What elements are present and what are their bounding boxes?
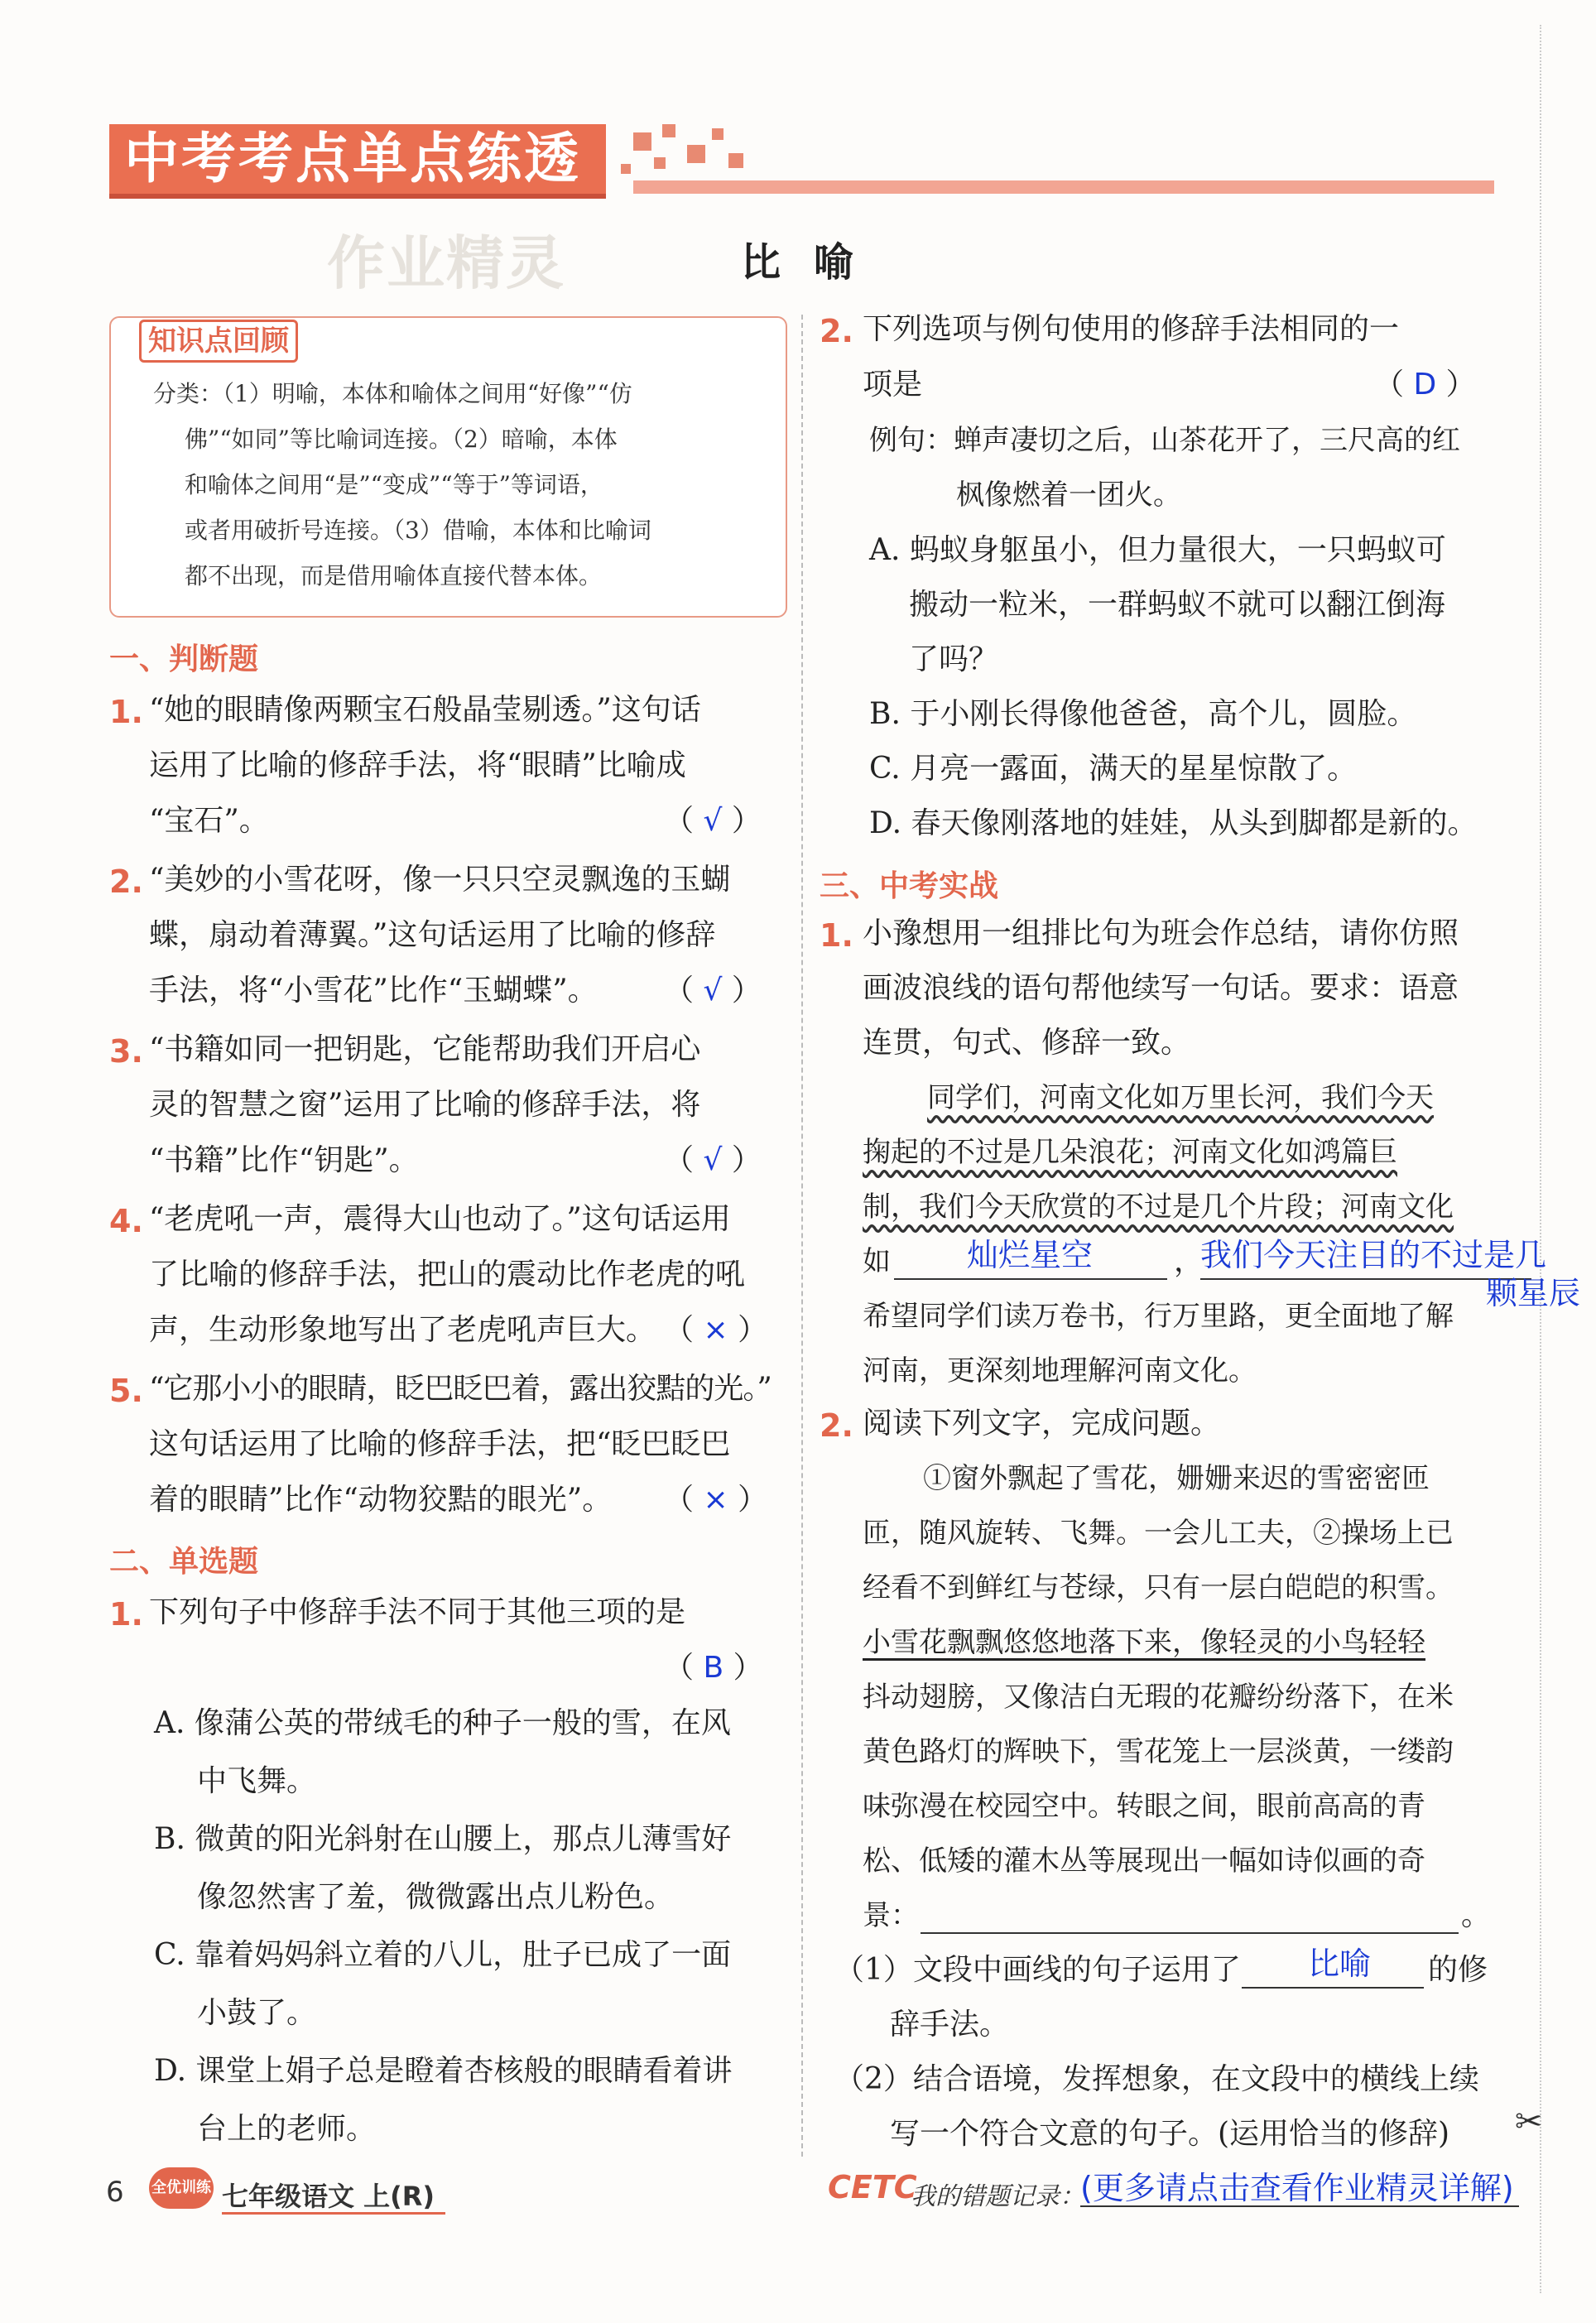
option-d: D. 春天像刚落地的娃娃，从头到脚都是新的。 xyxy=(869,806,1478,840)
question-text: “书籍如同一把钥匙，它能帮助我们开启心 xyxy=(149,1032,701,1066)
more-details-link[interactable]: (更多请点击查看作业精灵详解) xyxy=(1080,2170,1514,2206)
section-title-practice: 三、中考实战 xyxy=(820,869,999,903)
question-text: 灵的智慧之窗”运用了比喻的修辞手法，将 xyxy=(149,1088,701,1122)
passage-underlined: 抖动翅膀，又像洁白无瑕的花瓣纷纷落下，在米 xyxy=(863,1681,1454,1714)
decor-square xyxy=(728,153,743,168)
subquestion-text: （2）结合语境，发挥想象，在文段中的横线上续 xyxy=(834,2062,1479,2096)
question-number: 3. xyxy=(109,1033,143,1070)
answer-blank xyxy=(894,1278,1167,1280)
question-text: “老虎吼一声，震得大山也动了。”这句话运用 xyxy=(149,1202,731,1236)
answer-blank xyxy=(921,1932,1459,1934)
passage-text: 。 xyxy=(1461,1898,1492,1932)
passage-text: 希望同学们读万卷书，行万里路，更全面地了解 xyxy=(863,1300,1454,1333)
error-record-label: 我的错题记录： xyxy=(911,2182,1084,2211)
passage-wavy: 同学们，河南文化如万里长河，我们今天 xyxy=(927,1081,1434,1114)
option-text: 了吗？ xyxy=(909,642,999,676)
answer-mark: B xyxy=(703,1651,724,1685)
page-number: 6 xyxy=(106,2176,124,2209)
subquestion-text: 辞手法。 xyxy=(890,2008,1010,2042)
answer-paren: （ × ） xyxy=(664,1483,768,1517)
answer-paren: （ √ ） xyxy=(664,1143,762,1177)
option-text: 中飞舞。 xyxy=(197,1764,317,1798)
passage-text: 松、低矮的灌木丛等展现出一幅如诗似画的奇 xyxy=(863,1844,1425,1878)
passage-text: 景： xyxy=(863,1899,919,1932)
subquestion-text: 写一个符合文意的句子。(运用恰当的修辞) xyxy=(890,2117,1450,2151)
question-text: “宝石”。 xyxy=(149,804,269,838)
option-b: B. 于小刚长得像他爸爸，高个儿，圆脸。 xyxy=(869,697,1417,731)
watermark-logo: 作业精灵 xyxy=(327,229,565,297)
answer-mark: × xyxy=(703,1313,728,1347)
question-text: 项是 xyxy=(863,368,923,402)
column-divider xyxy=(801,315,803,2157)
passage-text: ①窗外飘起了雪花，姗姗来迟的雪密密匝 xyxy=(923,1462,1430,1495)
knowledge-line: 和喻体之间用“是”“变成”“等于”等词语， xyxy=(185,471,603,498)
passage-text: 味弥漫在校园空中。转眼之间，眼前高高的青 xyxy=(863,1790,1425,1823)
decor-square xyxy=(687,145,705,163)
question-number: 2. xyxy=(820,313,853,349)
question-text: 连贯，句式、修辞一致。 xyxy=(863,1026,1191,1060)
knowledge-label: 知识点回顾 xyxy=(139,320,298,363)
question-number: 1. xyxy=(109,1596,143,1633)
passage-underlined: 小雪花飘飘悠悠地落下来，像轻灵的小鸟轻轻 xyxy=(863,1626,1425,1659)
option-c: C. 月亮一露面，满天的星星惊散了。 xyxy=(869,752,1358,786)
knowledge-text xyxy=(153,371,757,599)
grade-label: 七年级语文 上(R) xyxy=(222,2181,435,2212)
question-text: 蝶，扇动着薄翼。”这句话运用了比喻的修辞 xyxy=(149,918,716,952)
section-title-choice: 二、单选题 xyxy=(109,1545,259,1579)
answer-paren: （ √ ） xyxy=(664,974,762,1008)
question-text: 运用了比喻的修辞手法，将“眼睛”比喻成 xyxy=(149,748,686,782)
question-number: 2. xyxy=(109,863,143,900)
passage-text: 河南，更深刻地理解河南文化。 xyxy=(863,1354,1257,1388)
decor-square xyxy=(712,128,723,140)
option-a: A. 像蒲公英的带绒毛的种子一般的雪，在风 xyxy=(154,1706,731,1740)
handwritten-answer: 灿烂星空 xyxy=(967,1237,1094,1273)
option-c: C. 靠着妈妈斜立着的八儿，肚子已成了一面 xyxy=(154,1938,732,1972)
passage-text: 经看不到鲜红与苍绿，只有一层白皑皑的积雪。 xyxy=(863,1571,1454,1604)
question-text: “书籍”比作“钥匙”。 xyxy=(149,1143,419,1177)
page-edge xyxy=(1540,25,1541,2293)
passage-text: 如 xyxy=(863,1245,891,1278)
option-a: A. 蚂蚁身躯虽小，但力量很大，一只蚂蚁可 xyxy=(869,533,1446,567)
decor-square xyxy=(662,124,675,137)
section-title-judge: 一、判断题 xyxy=(109,642,259,676)
answer-mark: × xyxy=(703,1483,728,1517)
answer-paren: （ D ） xyxy=(1374,368,1476,402)
subquestion-text: （1）文段中画线的句子运用了 xyxy=(834,1953,1241,1987)
example-sentence: 枫像燃着一团火。 xyxy=(956,479,1181,512)
question-text: 阅读下列文字，完成问题。 xyxy=(863,1407,1221,1440)
knowledge-line: 或者用破折号连接。（3）借喻，本体和比喻词 xyxy=(185,517,651,544)
question-number: 4. xyxy=(109,1203,143,1239)
option-text: 小鼓了。 xyxy=(197,1996,317,2030)
passage-wavy: 掬起的不过是几朵浪花；河南文化如鸿篇巨 xyxy=(863,1136,1397,1169)
record-blank xyxy=(1080,2205,1519,2207)
question-text: 下列选项与例句使用的修辞手法相同的一 xyxy=(863,312,1400,346)
handwritten-answer: 比喻 xyxy=(1308,1945,1372,1982)
question-text: 着的眼睛”比作“动物狡黠的眼光”。 xyxy=(149,1483,613,1517)
subquestion-text: 的修 xyxy=(1428,1953,1488,1987)
question-text: “她的眼睛像两颗宝石般晶莹剔透。”这句话 xyxy=(149,693,701,727)
question-text: “它那小小的眼睛，眨巴眨巴着，露出狡黠的光。” xyxy=(149,1372,772,1406)
grade-underline xyxy=(222,2212,445,2215)
question-text: 声，生动形象地写出了老虎吼声巨大。 xyxy=(149,1313,656,1347)
passage-text: 黄色路灯的辉映下，雪花笼上一层淡黄，一缕韵 xyxy=(863,1735,1454,1768)
decor-square xyxy=(654,157,666,169)
answer-blank xyxy=(1200,1278,1531,1280)
question-text: 这句话运用了比喻的修辞手法，把“眨巴眨巴 xyxy=(149,1427,731,1461)
option-text: 台上的老师。 xyxy=(197,2112,377,2146)
knowledge-line: 都不出现，而是借用喻体直接代替本体。 xyxy=(185,562,603,589)
option-text: 搬动一粒米，一群蚂蚁不就可以翻江倒海 xyxy=(909,588,1446,622)
scissors-icon: ✂ xyxy=(1515,2103,1543,2141)
question-number: 5. xyxy=(109,1373,143,1409)
option-b: B. 微黄的阳光斜射在山腰上，那点儿薄雪好 xyxy=(154,1822,732,1856)
handwritten-answer: 颗星辰 xyxy=(1486,1275,1581,1311)
decor-square xyxy=(621,164,631,174)
option-text: 像忽然害了羞，微微露出点儿粉色。 xyxy=(197,1880,675,1914)
answer-mark: √ xyxy=(703,1143,723,1177)
question-text: 下列句子中修辞手法不同于其他三项的是 xyxy=(149,1595,686,1629)
question-number: 1. xyxy=(109,694,143,730)
knowledge-line: 佛”“如同”等比喻词连接。（2）暗喻，本体 xyxy=(185,426,618,453)
answer-paren: （ √ ） xyxy=(664,804,762,838)
answer-mark: √ xyxy=(703,974,723,1008)
option-d: D. 课堂上娟子总是瞪着杏核般的眼睛看着讲 xyxy=(154,2054,733,2088)
question-number: 1. xyxy=(820,917,853,954)
page-title: 比喻 xyxy=(741,239,887,286)
passage-line xyxy=(863,1190,1454,1224)
answer-paren: （ B ） xyxy=(664,1651,763,1685)
question-text: 了比喻的修辞手法，把山的震动比作老虎的吼 xyxy=(149,1258,746,1291)
question-text: 画波浪线的语句帮他续写一句话。要求：语意 xyxy=(863,971,1459,1005)
knowledge-line: 分类：（1）明喻，本体和喻体之间用“好像”“仿 xyxy=(153,380,632,407)
answer-blank xyxy=(1242,1987,1424,1989)
handwritten-answer: 我们今天注目的不过是几 xyxy=(1200,1237,1547,1273)
passage-text: 匝，随风旋转、飞舞。一会儿工夫，②操场上已 xyxy=(863,1517,1454,1550)
decor-square xyxy=(633,132,651,151)
example-sentence: 例句：蝉声凄切之后，山茶花开了，三尺高的红 xyxy=(869,424,1460,457)
banner-title: 中考考点单点练透 xyxy=(124,127,581,190)
question-number: 2. xyxy=(820,1407,853,1444)
banner-stripe xyxy=(633,180,1494,194)
answer-mark: √ xyxy=(703,804,723,838)
cetc-logo: CETC xyxy=(828,2169,917,2205)
answer-mark: D xyxy=(1413,368,1437,402)
question-text: 手法，将“小雪花”比作“玉蝴蝶”。 xyxy=(149,974,598,1008)
answer-paren: （ × ） xyxy=(664,1313,768,1347)
brand-logo: 全优训练 xyxy=(149,2167,214,2209)
passage-wavy: 制，我们今天欣赏的不过是几个片段；河南文化 xyxy=(863,1190,1454,1224)
question-text: “美妙的小雪花呀，像一只只空灵飘逸的玉蝴 xyxy=(149,863,731,897)
passage-text: ， xyxy=(1174,1244,1204,1278)
question-text: 小豫想用一组排比句为班会作总结，请你仿照 xyxy=(863,916,1459,950)
